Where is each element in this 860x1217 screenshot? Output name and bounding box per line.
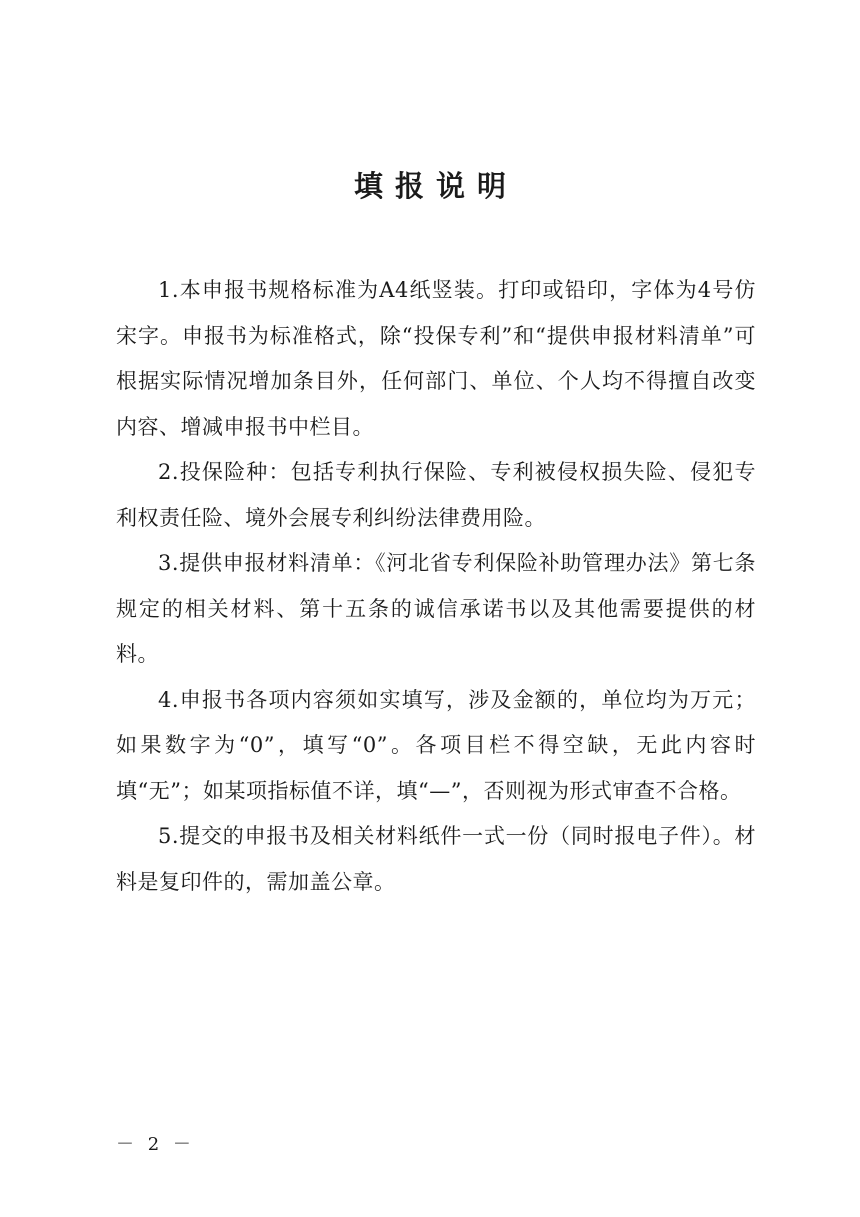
instructions-body bbox=[116, 268, 756, 905]
instruction-paragraph-5: 5.提交的申报书及相关材料纸件一式一份（同时报电子件）。材料是复印件的，需加盖公章。 bbox=[116, 824, 756, 894]
instruction-paragraph-4: 4.申报书各项内容须如实填写，涉及金额的，单位均为万元；如果数字为“0”，填写“0”。各项目栏不得空缺，无此内容时填“无”；如某项指标值不详，填“—”，否则视为形式审查不合格。 bbox=[116, 687, 756, 803]
page-title: 填报说明 bbox=[353, 169, 518, 203]
page-number: － 2 － bbox=[116, 1134, 195, 1155]
instruction-paragraph-1: 1.本申报书规格标准为A4纸竖装。打印或铅印，字体为4号仿宋字。申报书为标准格式，除“投保专利”和“提供申报材料清单”可根据实际情况增加条目外，任何部门、单位、个人均不得擅自改变内容、增减申报书中栏目。 bbox=[116, 278, 756, 439]
instruction-paragraph-3: 3.提供申报材料清单：《河北省专利保险补助管理办法》第七条规定的相关材料、第十五条的诚信承诺书以及其他需要提供的材料。 bbox=[116, 551, 756, 666]
instruction-paragraph-2: 2.投保险种：包括专利执行保险、专利被侵权损失险、侵犯专利权责任险、境外会展专利纠纷法律费用险。 bbox=[116, 460, 756, 530]
